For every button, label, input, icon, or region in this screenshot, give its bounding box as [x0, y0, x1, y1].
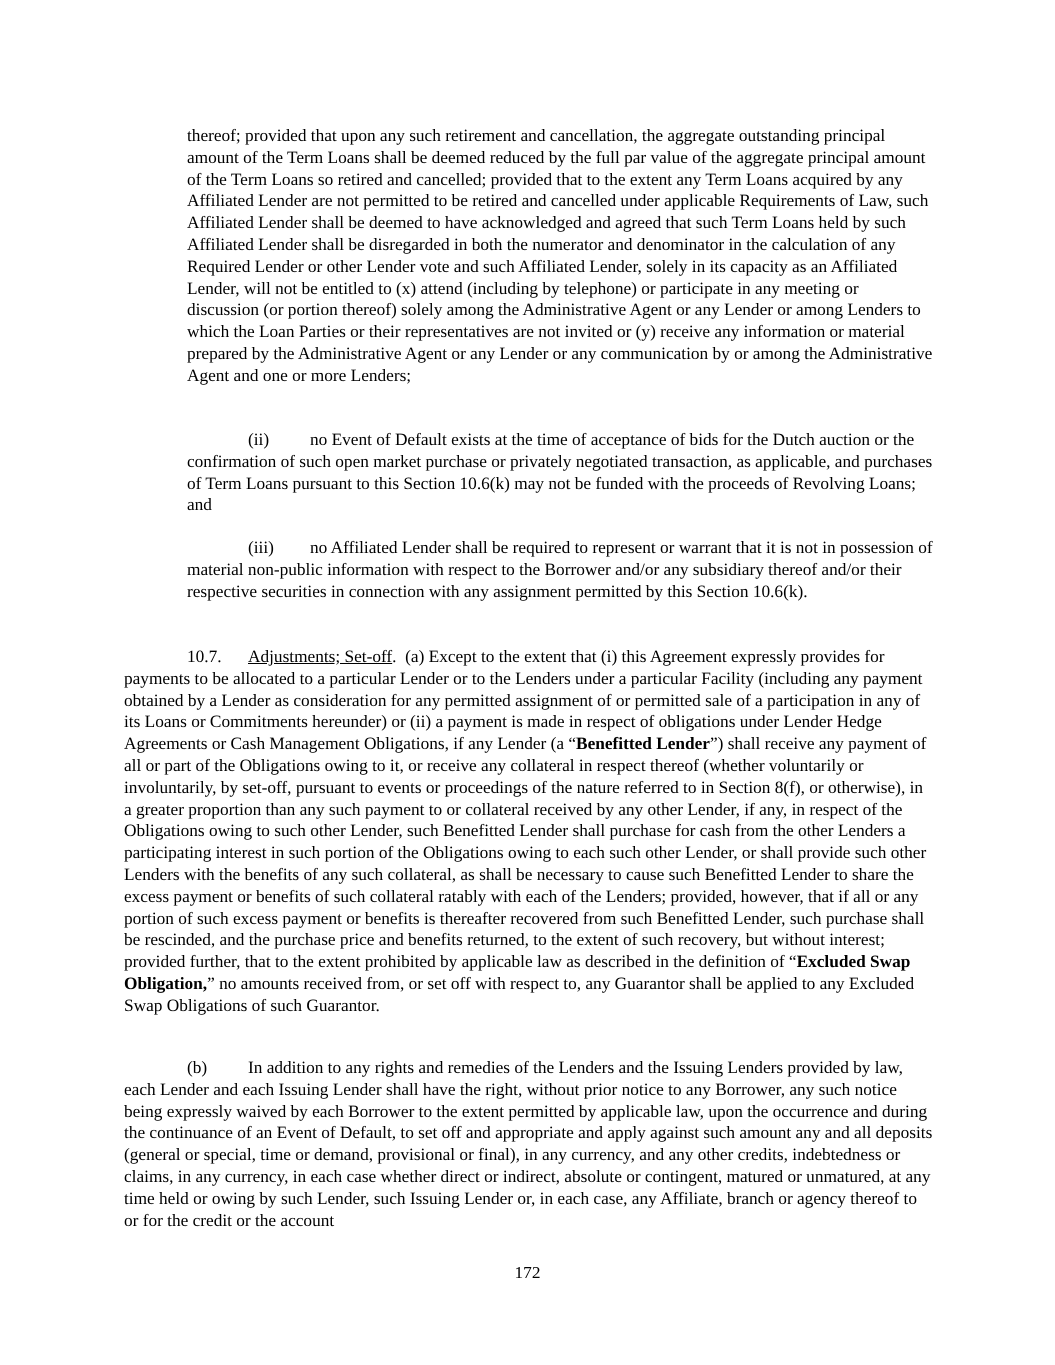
paragraph-text: (a) Except to the extent that (i) this Agreement expressly provides for payments to be allocated to a particular Lender or to the Lenders under a particular Facility (including any payment obtained by a Lender as consideration for any permitted assignment of or permitted sale of a participation in any of its Loans or Commitments hereunder) or (ii) a payment is made in respect of obligations under Lender Hedge Agreements or Cash Management Obligations, if any Lender (a “	[124, 647, 923, 754]
paragraph-clause-ii	[187, 429, 933, 516]
page-number: 172	[514, 1263, 541, 1282]
section-title-punct: .	[392, 647, 397, 666]
paragraph-text: no Affiliated Lender shall be required to represent or warrant that it is not in possession of material non-public information with respect to the Borrower and/or any subsidiary thereof and/or their respective securities in connection with any assignment permitted by this Section 10.6(k).	[187, 538, 933, 601]
paragraph-text: thereof; provided that upon any such retirement and cancellation, the aggregate outstanding principal amount of the Term Loans shall be deemed reduced by the full par value of the aggregate principal amount of the Term Loans so retired and cancelled; provided that to the extent any Term Loans acquired by any Affiliated Lender are not permitted to be retired and cancelled under applicable Requirements of Law, such Affiliated Lender shall be deemed to have acknowledged and agreed that such Term Loans held by such Affiliated Lender shall be disregarded in both the numerator and denominator in the calculation of any Required Lender or other Lender vote and such Affiliated Lender, solely in its capacity as an Affiliated Lender, will not be entitled to (x) attend (including by telephone) or participate in any meeting or discussion (or portion thereof) solely among the Administrative Agent or any Lender or among Lenders to which the Loan Parties or their representatives are not invited or (y) receive any information or material prepared by the Administrative Agent or any Lender or any communication by or among the Administrative Agent and one or more Lenders;	[187, 126, 933, 385]
section-10-7-paragraph	[124, 646, 933, 1017]
defined-term-benefitted-lender: Benefitted Lender	[576, 734, 710, 754]
paragraph-text: ”) shall receive any payment of all or part of the Obligations owing to it, or receive any collateral in respect thereof (whether voluntarily or involuntarily, by set-off, pursuant to events or proceedings of the nature referred to in Section 8(f), or otherwise), in a greater proportion than any such payment to or collateral received by any other Lender, if any, in respect of the Obligations owing to such other Lender, such Benefitted Lender shall purchase for cash from the other Lenders a participating interest in such portion of the Obligations owing to each such other Lender, or shall provide such other Lenders with the benefits of any such collateral, as shall be necessary to cause such Benefitted Lender to share the excess payment or benefits of such collateral ratably with each of the Lenders; provided, however, that if all or any portion of such excess payment or benefits is thereafter recovered from such Benefitted Lender, such purchase shall be rescinded, and the purchase price and benefits returned, to the extent of such recovery, but without interest; provided further, that to the extent prohibited by applicable law as described in the definition of “	[124, 734, 927, 972]
section-number: 10.7.	[187, 647, 222, 666]
paragraph-text: ” no amounts received from, or set off with respect to, any Guarantor shall be applied to any Excluded Swap Obligations of such Guarantor.	[124, 973, 915, 1015]
clause-label: (iii)	[248, 538, 274, 557]
clause-label: (b)	[187, 1058, 208, 1077]
paragraph-clause-iii	[187, 537, 933, 602]
paragraph-text: no Event of Default exists at the time of acceptance of bids for the Dutch auction or the confirmation of such open market purchase or privately negotiated transaction, as applicable, and purchases of Term Loans pursuant to this Section 10.6(k) may not be funded with the proceeds of Revolving Loans; and	[187, 430, 933, 515]
section-title: Adjustments; Set-off	[248, 647, 393, 666]
paragraph-continuation	[187, 125, 933, 387]
paragraph-text: In addition to any rights and remedies of the Lenders and the Issuing Lenders provided by law, each Lender and each Issuing Lender shall have the right, without prior notice to any Borrower, any such notice being expressly waived by each Borrower to the extent permitted by applicable law, upon the occurrence and during the continuance of an Event of Default, to set off and appropriate and apply against such amount any and all deposits (general or special, time or demand, provisional or final), in any currency, and any other credits, indebtedness or claims, in any currency, in each case whether direct or indirect, absolute or contingent, matured or unmatured, at any time held or owing by such Lender, such Issuing Lender or, in each case, any Affiliate, branch or agency thereof to or for the credit or the account	[124, 1058, 933, 1230]
clause-label: (ii)	[248, 430, 270, 449]
paragraph-clause-b	[124, 1057, 933, 1231]
defined-term-excluded-swap-obligation: Excluded Swap Obligation,	[124, 952, 911, 993]
